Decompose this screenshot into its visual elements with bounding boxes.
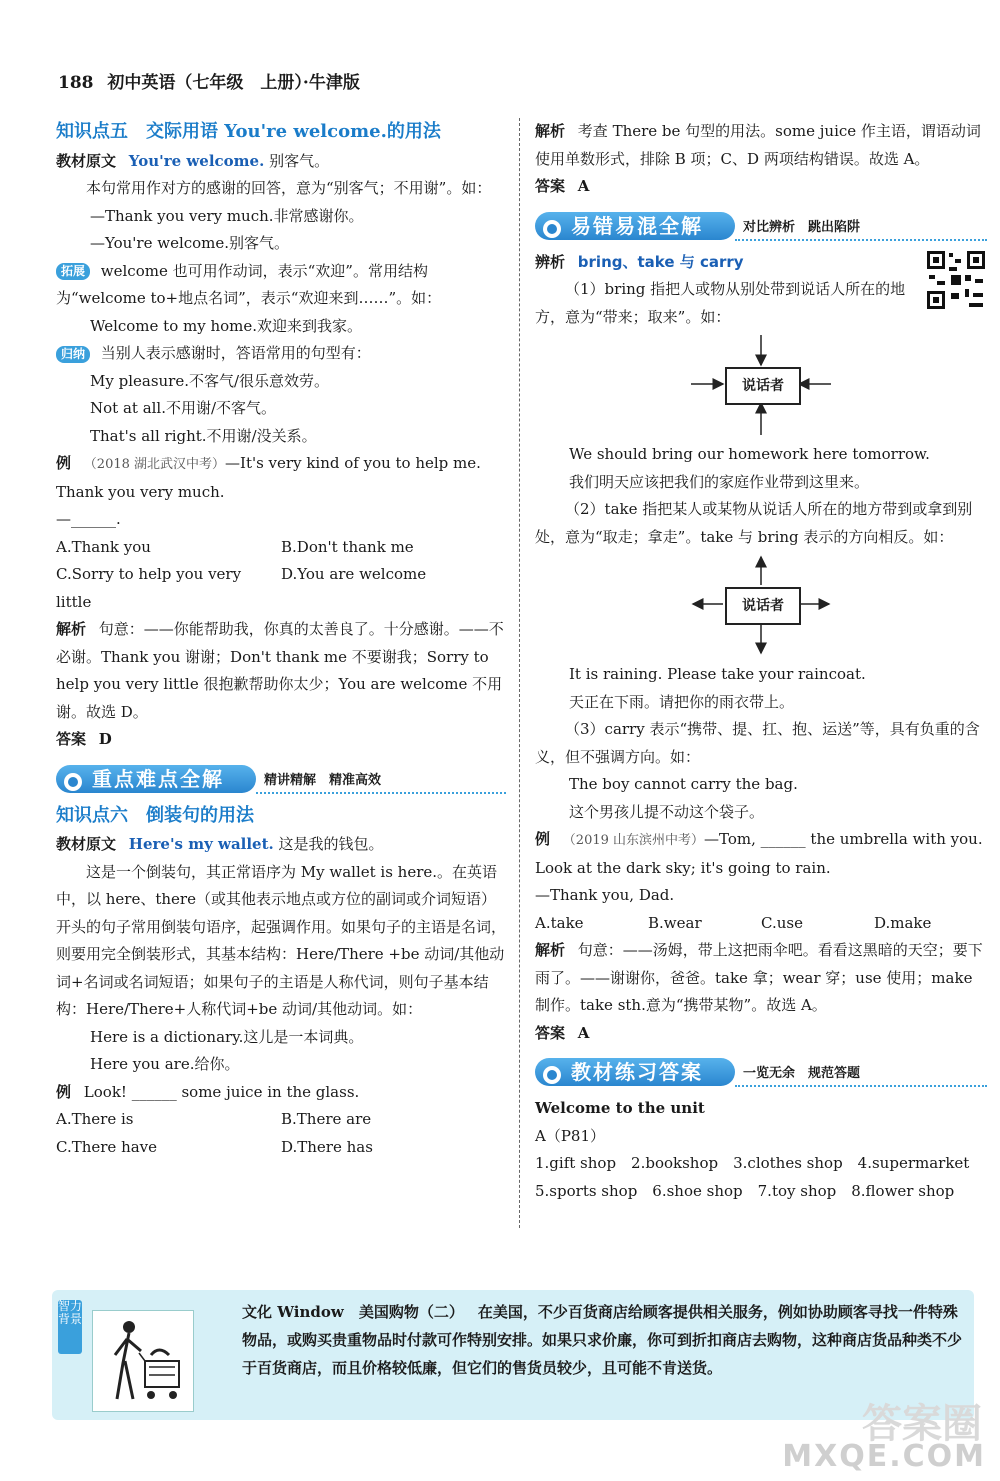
kp5-summary [56, 340, 506, 368]
kp5-explain: 本句常用作对方的感谢的回答，意为“别客气；不用谢”。如： [86, 179, 492, 197]
extension-tag: 拓展 [56, 263, 90, 280]
bring-diagram [691, 335, 831, 435]
option-b: B.Don't thank me [281, 537, 414, 556]
take-diagram [691, 555, 831, 655]
summary-tag: 归纳 [56, 346, 90, 363]
kp5-example-2: —You're welcome.别客气。 [90, 234, 290, 252]
answer-label: 答案 [535, 177, 566, 195]
option-d: D.There has [281, 1137, 373, 1156]
kp5-answer [56, 726, 506, 754]
page-number: 188 [58, 73, 94, 93]
option-d: D.make [874, 913, 932, 932]
watermark-en: MXQE.COM [782, 1439, 986, 1474]
part-label: A（P81） [535, 1126, 606, 1145]
answer-label: 答案 [535, 1023, 566, 1042]
option-c: C.There have [56, 1137, 158, 1156]
question-label: 例 [535, 830, 551, 848]
banner-pill [535, 212, 735, 240]
speaker-icon [543, 1066, 561, 1084]
watermark [782, 1392, 986, 1474]
question-reply: —Thank you, Dad. [535, 886, 675, 904]
analysis-text: 句意：——你能帮助我，你真的太善良了。十分感谢。——不必谢。Thank you 谢谢；Don't thank me 不要谢我；Sorry to help you very little 很抱歉帮助你太少；You are welcome 不用谢。故选 D。 [56, 620, 504, 721]
banner-pill [535, 1058, 735, 1086]
speaker-icon [64, 773, 82, 791]
unit-title: Welcome to the unit [535, 1099, 705, 1117]
kp5-analysis [56, 616, 506, 726]
answer-value: A [577, 1023, 590, 1042]
banner-subtitle: 精讲精解 精准高效 [264, 772, 382, 788]
question-text: —Tom, ______ the umbrella with you. Look at the dark sky; it's going to rain. [535, 830, 983, 877]
banner-line [735, 239, 987, 241]
culture-label: 文化 Window 美国购物（二） [242, 1303, 464, 1321]
column-divider [519, 118, 520, 1228]
kp6-explain: 这是一个倒装句，其正常语序为 My wallet is here.。在英语中，以 here、there（或其他表示地点或方位的副词或介词短语）开头的句子常用倒装句语序，起强调作用。如果句子的主语是名词，则要用完全倒装形式，其基本结构：Here/There +be 动词/其他动词+名词或名词短语；如果句子的主语是人称代词，则句子基本结构：Here/There+人称代词+be 动词/其他动词。如： [56, 862, 507, 1018]
kp6-source [56, 831, 506, 859]
option-c: C.use [761, 913, 803, 932]
kp6-source-en: Here's my wallet. [128, 835, 274, 853]
carry-example-en: The boy cannot carry the bag. [569, 775, 798, 793]
discrimination-title: bring、take 与 carry [577, 252, 744, 271]
analysis-text: 句意：——汤姆，带上这把雨伞吧。看看这黑暗的天空；要下雨了。——谢谢你，爸爸。take 拿；wear 穿；use 使用；make 制作。take sth.意为“携带某物”。故选 A。 [535, 941, 983, 1014]
discrimination-label: 辨析 [535, 252, 566, 271]
shopper-illustration-icon [92, 1310, 194, 1412]
question-label: 例 [56, 454, 72, 472]
banner-line [735, 1085, 987, 1087]
analysis-text: 考查 There be 句型的用法。some juice 作主语，谓语动词使用单数形式，排除 B 项；C、D 两项结构错误。故选 A。 [535, 122, 981, 168]
option-a: A.take [535, 913, 584, 932]
left-column [56, 118, 506, 1161]
kp6-analysis [535, 118, 987, 173]
section-banner-answers [535, 1055, 987, 1089]
kp5-question [56, 450, 506, 506]
section-banner-key-points [56, 762, 506, 796]
page-header [58, 68, 360, 93]
question-source: （2019 山东滨州中考） [562, 833, 705, 848]
bring-example-cn: 我们明天应该把我们的家庭作业带到这里来。 [569, 472, 870, 491]
take-explain: （2）take 指把某人或某物从说话人所在的地方带到或拿到别处，意为“取走；拿走”。take 与 bring 表示的方向相反。如： [535, 500, 973, 546]
take-example-cn: 天正在下雨。请把你的雨衣带上。 [569, 692, 795, 711]
kp5-source [56, 148, 506, 176]
carry-example-cn: 这个男孩儿提不动这个袋子。 [569, 802, 765, 821]
kp5-source-label: 教材原文 [56, 151, 117, 170]
question-label: 例 [56, 1082, 72, 1101]
section-banner-confusables [535, 209, 987, 243]
answers-row-2: 5.sports shop 6.shoe shop 7.toy shop 8.flower shop [535, 1181, 955, 1200]
banner-title: 易错易混全解 [571, 213, 703, 238]
kp5-title: 知识点五 交际用语 You're welcome.的用法 [56, 121, 441, 142]
summary-item-1: My pleasure.不客气/很乐意效劳。 [90, 371, 330, 390]
confusables-question [535, 826, 987, 882]
kp5-source-cn: 别客气。 [269, 151, 330, 170]
confusables-answer [535, 1020, 987, 1048]
speaker-icon [543, 220, 561, 238]
culture-text [242, 1298, 962, 1382]
speaker-box: 说话者 [725, 587, 801, 625]
kp5-source-en: You're welcome. [128, 151, 265, 170]
option-a: A.Thank you [56, 537, 151, 556]
option-d: D.You are welcome [281, 565, 427, 583]
kp5-options [56, 534, 506, 617]
bring-explain: （1）bring 指把人或物从别处带到说话人所在的地方，意为“带来；取来”。如： [535, 280, 906, 326]
banner-subtitle: 对比辨析 跳出陷阱 [743, 219, 861, 235]
question-blank: —______. [56, 510, 121, 528]
confusables-options [535, 910, 987, 938]
culture-body: 在美国，不少百货商店给顾客提供相关服务，例如协助顾客寻找一件特殊物品，或购买贵重物品时付款可作特别安排。如果只求价廉，你可到折扣商店去购物，这种商店货品种类不少于百货商店，而且价格较低廉，但它们的售货员较少，且可能不肯送货。 [242, 1303, 963, 1377]
answers-row-1: 1.gift shop 2.bookshop 3.clothes shop 4.supermarket [535, 1154, 970, 1172]
discrimination-section [535, 249, 987, 332]
take-example-en: It is raining. Please take your raincoat. [569, 665, 866, 683]
answer-value: D [98, 730, 112, 748]
kp6-question [56, 1079, 506, 1107]
banner-title: 重点难点全解 [92, 766, 224, 791]
banner-subtitle: 一览无余 规范答题 [743, 1066, 861, 1081]
kp6-source-label: 教材原文 [56, 835, 117, 853]
kp5-example-1: —Thank you very much.非常感谢你。 [90, 206, 364, 225]
answer-label: 答案 [56, 730, 87, 748]
carry-explain: （3）carry 表示“携带、提、扛、抱、运送”等，具有负重的含义，但不强调方向。如： [535, 720, 980, 766]
banner-line [256, 792, 506, 794]
extension-example: Welcome to my home.欢迎来到我家。 [90, 316, 363, 335]
summary-item-3: That's all right.不用谢/没关系。 [90, 426, 317, 445]
kp6-answer [535, 173, 987, 201]
right-column [535, 118, 987, 1205]
question-text: Look! ______ some juice in the glass. [83, 1082, 360, 1101]
extension-text: welcome 也可用作动词，表示“欢迎”。常用结构为“welcome to+地点名词”，表示“欢迎来到……”。如： [56, 261, 442, 307]
discrimination-heading [535, 249, 987, 277]
book-title: 初中英语（七年级 上册）·牛津版 [107, 73, 360, 93]
speaker-box: 说话者 [725, 367, 801, 405]
kp6-source-cn: 这是我的钱包。 [278, 835, 384, 853]
option-a: A.There is [56, 1110, 134, 1128]
bring-example-en: We should bring our homework here tomorrow. [569, 445, 930, 463]
kp6-options [56, 1106, 506, 1161]
confusables-analysis [535, 937, 987, 1020]
analysis-label: 解析 [56, 620, 87, 638]
qr-code-icon[interactable] [925, 249, 987, 311]
question-source: （2018 湖北武汉中考） [83, 457, 226, 472]
option-c: C.Sorry to help you very little [56, 565, 242, 611]
footer-side-tag: 智力背景 [58, 1300, 82, 1354]
analysis-label: 解析 [535, 941, 566, 959]
summary-text: 当别人表示感谢时，答语常用的句型有： [100, 344, 371, 362]
banner-title: 教材练习答案 [571, 1060, 703, 1084]
answer-value: A [577, 177, 590, 195]
kp5-extension [56, 258, 506, 313]
banner-pill [56, 765, 256, 793]
summary-item-2: Not at all.不用谢/不客气。 [90, 399, 277, 417]
kp6-title: 知识点六 倒装句的用法 [56, 804, 254, 826]
analysis-label: 解析 [535, 122, 566, 140]
watermark-cn: 答案圈 [862, 1400, 982, 1447]
question-text: —It's very kind of you to help me. Thank you very much. [56, 454, 481, 501]
kp6-example-1: Here is a dictionary.这儿是一本词典。 [90, 1027, 364, 1046]
option-b: B.wear [648, 913, 702, 932]
option-b: B.There are [281, 1110, 372, 1128]
kp6-example-2: Here you are.给你。 [90, 1055, 240, 1073]
